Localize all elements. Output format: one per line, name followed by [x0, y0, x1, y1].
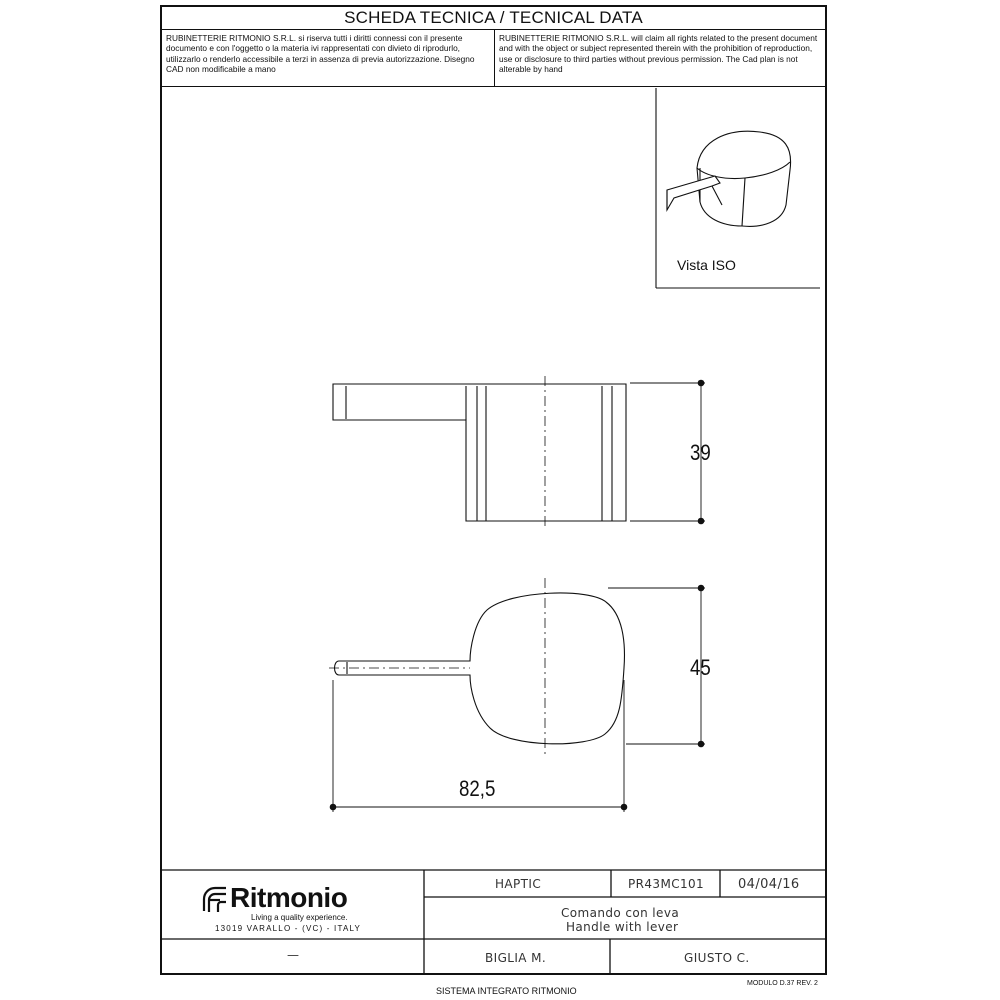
page-title: SCHEDA TECNICA / TECNICAL DATA — [162, 7, 825, 30]
product-name: HAPTIC — [495, 877, 542, 891]
drawn-by: BIGLIA M. — [485, 951, 547, 965]
drawing-date: 04/04/16 — [738, 877, 800, 892]
logo-tagline: Living a quality experience. — [251, 913, 348, 922]
checked-by: GIUSTO C. — [684, 951, 750, 965]
copyright-notice-en: RUBINETTERIE RITMONIO S.R.L. will claim all rights related to the present document and with the object or subject represented therein with the prohibition of reproduction, use or disclosure to third parties without previous permission. The Cad plan is not alterable by hand — [499, 33, 818, 74]
description-it: Comando con leva — [561, 906, 680, 920]
notice-divider — [162, 86, 825, 87]
dimension-height-side: 39 — [690, 440, 711, 465]
copyright-notice-it: RUBINETTERIE RITMONIO S.R.L. si riserva tutti i diritti connessi con il presente documento e con l'oggetto o la materia ivi rappresentati con divieto di riprodurlo, utilizzarlo o renderlo accessibile a terzi in assenza di previa autorizzazione. Disegno CAD non modificabile a mano — [162, 30, 495, 86]
data-sheet-frame — [160, 5, 827, 975]
dimension-depth-top: 45 — [690, 655, 711, 680]
product-code: PR43MC101 — [628, 877, 705, 891]
logo-address: 13019 VARALLO - (VC) - ITALY — [215, 924, 362, 933]
iso-view-label: Vista ISO — [677, 257, 736, 273]
footer-module: MODULO D.37 REV. 2 — [747, 980, 818, 987]
description-en: Handle with lever — [566, 920, 679, 934]
footer-system: SISTEMA INTEGRATO RITMONIO — [436, 986, 577, 996]
dimension-length: 82,5 — [459, 776, 496, 801]
logo-brand: Ritmonio — [230, 882, 348, 913]
revision-value: — — [287, 948, 300, 962]
